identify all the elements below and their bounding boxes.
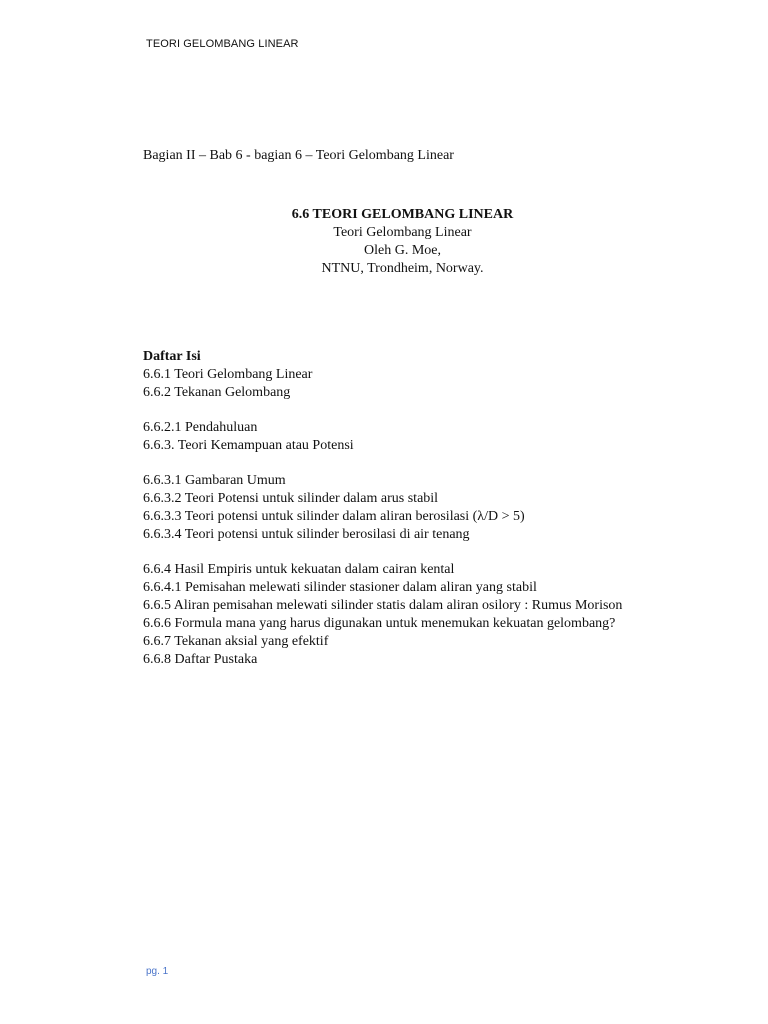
running-header: TEORI GELOMBANG LINEAR xyxy=(146,38,299,50)
document-title: 6.6 TEORI GELOMBANG LINEAR xyxy=(291,207,514,222)
toc-item: 6.6.4.1 Pemisahan melewati silinder stasioner dalam aliran yang stabil xyxy=(143,580,537,595)
title-block xyxy=(0,206,768,278)
toc-item: 6.6.3. Teori Kemampuan atau Potensi xyxy=(143,438,354,453)
toc-item: 6.6.6 Formula mana yang harus digunakan untuk menemukan kekuatan gelombang? xyxy=(143,616,616,631)
page-number: pg. 1 xyxy=(146,966,169,977)
toc-item: 6.6.8 Daftar Pustaka xyxy=(143,652,258,667)
document-subtitle: Teori Gelombang Linear xyxy=(333,225,472,240)
toc-item: 6.6.4 Hasil Empiris untuk kekuatan dalam cairan kental xyxy=(143,562,455,577)
section-reference: Bagian II – Bab 6 - bagian 6 – Teori Gelombang Linear xyxy=(143,148,454,163)
toc-item: 6.6.5 Aliran pemisahan melewati silinder statis dalam aliran osilory : Rumus Morison xyxy=(143,598,623,613)
toc-spacer xyxy=(143,544,622,561)
toc-item: 6.6.3.1 Gambaran Umum xyxy=(143,473,286,488)
toc-item: 6.6.2.1 Pendahuluan xyxy=(143,420,258,435)
toc-item: 6.6.1 Teori Gelombang Linear xyxy=(143,367,313,382)
toc-item: 6.6.3.3 Teori potensi untuk silinder dalam aliran berosilasi (λ/D > 5) xyxy=(143,509,525,524)
affiliation-line: NTNU, Trondheim, Norway. xyxy=(321,261,484,276)
toc-item: 6.6.3.4 Teori potensi untuk silinder berosilasi di air tenang xyxy=(143,527,470,542)
toc-heading: Daftar Isi xyxy=(143,349,201,364)
author-line: Oleh G. Moe, xyxy=(364,243,441,258)
toc-spacer xyxy=(143,455,622,472)
toc-item: 6.6.3.2 Teori Potensi untuk silinder dalam arus stabil xyxy=(143,491,439,506)
table-of-contents xyxy=(143,348,622,669)
toc-item: 6.6.7 Tekanan aksial yang efektif xyxy=(143,634,329,649)
toc-item: 6.6.2 Tekanan Gelombang xyxy=(143,385,291,400)
toc-spacer xyxy=(143,402,622,419)
